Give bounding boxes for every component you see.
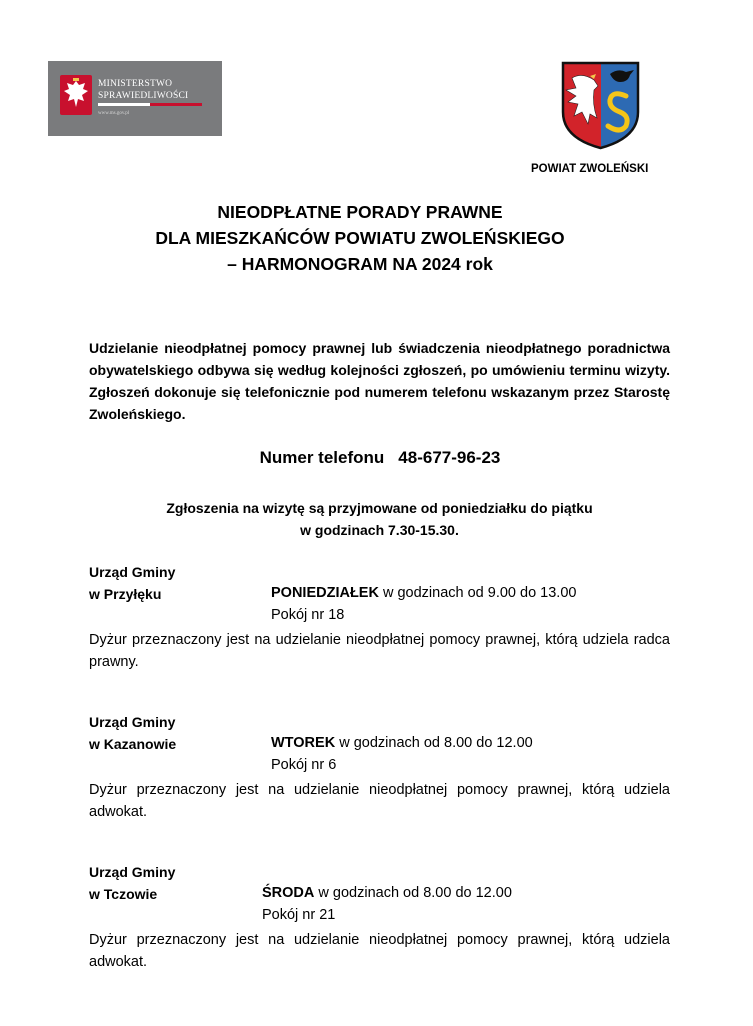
appointment-hours [89,497,670,541]
hours-line1: Zgłoszenia na wizytę są przyjmowane od poniedziałku do piątku [166,500,593,516]
county-label: POWIAT ZWOLEŃSKI [531,163,649,175]
office-room: Pokój nr 21 [262,907,336,923]
schedule-hours: w godzinach od 8.00 do 12.00 [335,735,533,751]
office-name-line1: Urząd Gminy [89,714,176,730]
ministry-logo [48,61,222,136]
schedule-hours: w godzinach od 9.00 do 13.00 [378,585,577,601]
hours-line2: w godzinach 7.30-15.30. [300,522,459,538]
office-schedule [271,735,533,751]
office-schedule [271,585,576,601]
office-name-line1: Urząd Gminy [89,864,176,880]
phone-number: 48-677-96-23 [398,448,501,467]
ministry-logo-url: www.ms.gov.pl [98,111,130,116]
office-room: Pokój nr 18 [271,607,345,623]
office-name-line2: w Tczowie [89,886,158,902]
title-line1: NIEODPŁATNE PORADY PRAWNE [217,202,503,222]
page-title [120,199,600,277]
title-line3: – HARMONOGRAM NA 2024 rok [227,254,493,274]
office-name-line2: w Kazanowie [89,736,177,752]
schedule-hours: w godzinach od 8.00 do 12.00 [314,885,512,901]
phone-line [120,448,640,468]
county-coat-of-arms-icon [560,60,641,150]
schedule-day: PONIEDZIAŁEK [271,585,379,601]
phone-label: Numer telefonu [259,448,385,467]
white-eagle-emblem-icon [58,73,94,121]
office-duty-note: Dyżur przeznaczony jest na udzielanie nieodpłatnej pomocy prawnej, którą udziela adwokat. [89,932,670,970]
ministry-logo-line1: MINISTERSTWO [98,79,173,89]
office-duty-note: Dyżur przeznaczony jest na udzielanie nieodpłatnej pomocy prawnej, którą udziela radca prawny. [89,632,670,670]
office-schedule [262,885,512,901]
ministry-logo-flag-bar-white [98,103,150,106]
schedule-day: ŚRODA [262,885,315,901]
ministry-logo-line2: SPRAWIEDLIWOŚCI [98,91,189,101]
office-name-line1: Urząd Gminy [89,564,176,580]
title-line2: DLA MIESZKAŃCÓW POWIATU ZWOLEŃSKIEGO [155,228,565,248]
intro-paragraph: Udzielanie nieodpłatnej pomocy prawnej lub świadczenia nieodpłatnego poradnictwa obywatelskiego odbywa się według kolejności zgłoszeń, po umówieniu terminu wizyty. Zgłoszeń dokonuje się telefonicznie pod numerem telefonu wskazanym przez Starostę Zwoleńskiego. [89,340,670,422]
schedule-day: WTOREK [271,735,336,751]
office-room: Pokój nr 6 [271,757,337,773]
office-duty-note: Dyżur przeznaczony jest na udzielanie nieodpłatnej pomocy prawnej, którą udziela adwokat. [89,782,670,820]
office-name-line2: w Przyłęku [89,586,162,602]
